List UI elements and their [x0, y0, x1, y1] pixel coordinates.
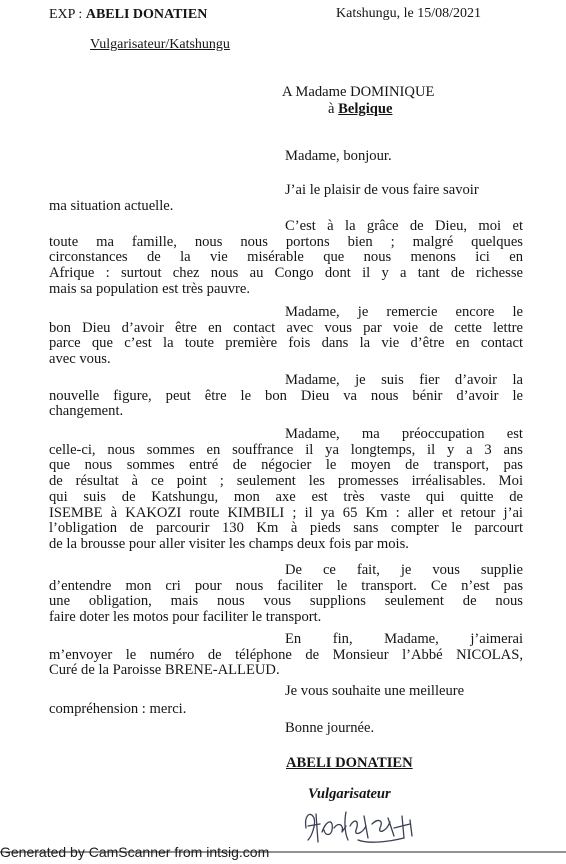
handwritten-signature [298, 806, 438, 848]
paragraph-4 [49, 373, 523, 420]
paragraph-2 [49, 219, 523, 298]
paragraph-line: compréhension : merci. [49, 700, 187, 717]
paragraph-line: parce que c’est la toute première fois dans la vie d’être en contact [49, 335, 523, 352]
recipient-line: A Madame DOMINIQUE [282, 84, 435, 100]
paragraph-8 [49, 684, 523, 717]
closing: Bonne journée. [285, 720, 375, 736]
paragraph-1 [49, 183, 523, 214]
paragraph-line: C’est à la grâce de Dieu, moi et [285, 218, 523, 234]
paragraph-line: J’ai le plaisir de vous faire savoir [285, 182, 479, 198]
greeting: Madame, bonjour. [285, 148, 392, 164]
paragraph-line: bon Dieu d’avoir être en contact avec vous par voie de cette lettre [49, 319, 523, 336]
paragraph-line: qui suis de Katshungu, mon axe est très vaste qui quitte de [49, 488, 523, 505]
paragraph-line: avec vous. [49, 351, 111, 368]
paragraph-line: Madame, ma préoccupation est [285, 426, 523, 442]
exp-label: EXP : [49, 7, 86, 22]
paragraph-line: de résultat à ce point ; seulement les promesses irréalisables. Moi [49, 473, 523, 490]
scanner-watermark: Generated by CamScanner from intsig.com [0, 844, 270, 860]
sender-line [49, 7, 207, 23]
sender-role: Vulgarisateur/Katshungu [90, 37, 230, 52]
recipient-country: Belgique [338, 101, 393, 117]
paragraph-line: ISEMBE à KAKOZI route KIMBILI ; il ya 65 Km : aller et retour j’ai [49, 504, 523, 521]
paragraph-line: Je vous souhaite une meilleure [285, 683, 465, 699]
paragraph-line: Afrique : surtout chez nous au Congo dont il y a tant de richesse [49, 265, 523, 282]
paragraph-line: que nous sommes entré de négocier le moyen de transport, pas [49, 457, 523, 474]
sender-name: ABELI DONATIEN [85, 7, 208, 22]
paragraph-line: En fin, Madame, j’aimerai [285, 631, 523, 647]
paragraph-line: une obligation, mais nous vous supplions seulement de nous [49, 593, 523, 610]
paragraph-6 [49, 563, 523, 626]
recipient-country-line [328, 101, 392, 118]
paragraph-3 [49, 305, 523, 368]
signature-name: ABELI DONATIEN [286, 755, 413, 771]
paragraph-line: Curé de la Paroisse BRENE-ALLEUD. [49, 662, 280, 679]
paragraph-line: nouvelle figure, peut être le bon Dieu va nous bénir d’avoir le [49, 387, 523, 404]
signature-role: Vulgarisateur [308, 786, 391, 802]
paragraph-7 [49, 632, 523, 679]
paragraph-line: circonstances de la vie misérable que nous menons ici en [49, 249, 523, 266]
recipient-prefix: à [328, 101, 339, 117]
paragraph-line: De ce fait, je vous supplie [285, 562, 523, 578]
paragraph-line: faire doter les motos pour faciliter le transport. [49, 609, 322, 626]
paragraph-line: Madame, je remercie encore le [285, 304, 523, 320]
paragraph-line: d’entendre mon cri pour nous faciliter le transport. Ce n’est pas [49, 577, 523, 594]
paragraph-line: l’obligation de parcourir 130 Km à pieds sans compter le parcourt [49, 520, 523, 537]
paragraph-line: m’envoyer le numéro de téléphone de Monsieur l’Abbé NICOLAS, [49, 646, 523, 663]
paragraph-line: ma situation actuelle. [49, 197, 174, 214]
place-date: Katshungu, le 15/08/2021 [336, 6, 482, 21]
paragraph-line: changement. [49, 403, 124, 420]
paragraph-line: mais sa population est très pauvre. [49, 280, 251, 297]
paragraph-line: de la brousse pour aller visiter les champs deux fois par mois. [49, 535, 409, 552]
paragraph-line: Madame, je suis fier d’avoir la [285, 372, 523, 388]
paragraph-5 [49, 427, 523, 553]
paragraph-line: toute ma famille, nous nous portons bien ; malgré quelques [49, 233, 523, 250]
paragraph-line: celle-ci, nous sommes en souffrance il ya longtemps, il y a 3 ans [49, 441, 523, 458]
